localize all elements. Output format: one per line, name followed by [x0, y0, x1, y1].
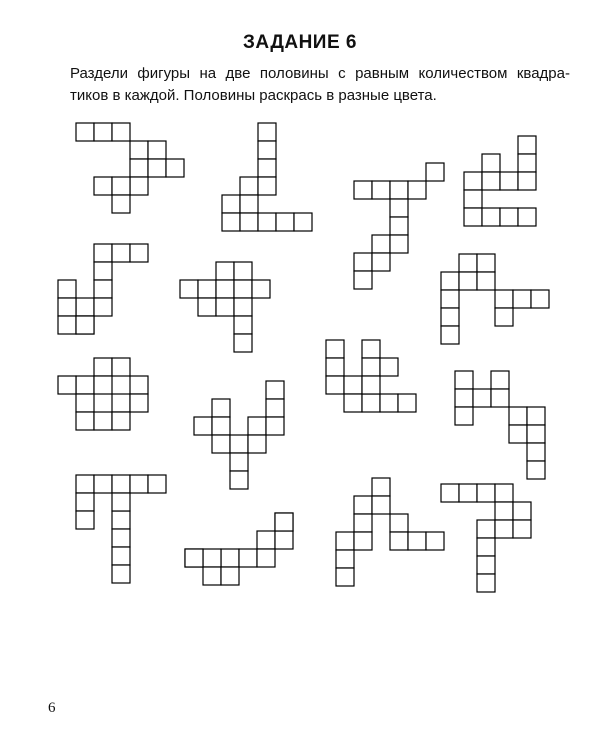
task-title: ЗАДАНИЕ 6	[243, 32, 357, 53]
figure-cell	[527, 407, 545, 425]
figure-cell	[495, 290, 513, 308]
instruction-line-1: Раздели фигуры на две половины с равным количеством квадра-	[70, 65, 570, 82]
figure-cell	[252, 280, 270, 298]
puzzle-figure-10	[455, 371, 545, 479]
figure-cell	[518, 172, 536, 190]
figure-cell	[336, 532, 354, 550]
figure-cell	[112, 529, 130, 547]
figure-cell	[266, 399, 284, 417]
figure-cell	[112, 123, 130, 141]
figure-cell	[212, 417, 230, 435]
figure-cell	[248, 435, 266, 453]
figure-cell	[257, 531, 275, 549]
figure-cell	[518, 136, 536, 154]
figure-cell	[441, 272, 459, 290]
puzzle-figure-4	[464, 136, 536, 226]
puzzle-figure-7	[441, 254, 549, 344]
figure-cell	[216, 280, 234, 298]
figure-cell	[459, 484, 477, 502]
figure-cell	[362, 358, 380, 376]
figure-cell	[94, 475, 112, 493]
figure-cell	[527, 425, 545, 443]
figure-cell	[258, 177, 276, 195]
puzzle-figure-5	[58, 244, 148, 334]
figure-cell	[94, 177, 112, 195]
figure-cell	[518, 208, 536, 226]
figure-cell	[76, 123, 94, 141]
figure-cell	[198, 298, 216, 316]
figure-cell	[94, 412, 112, 430]
figure-cell	[354, 514, 372, 532]
figure-cell	[130, 177, 148, 195]
figure-cell	[372, 478, 390, 496]
figure-cell	[464, 172, 482, 190]
figure-cell	[112, 565, 130, 583]
puzzle-figure-8	[58, 358, 148, 430]
figure-cell	[240, 213, 258, 231]
figure-cell	[112, 394, 130, 412]
figure-cell	[275, 513, 293, 531]
figure-cell	[276, 213, 294, 231]
figure-cell	[509, 407, 527, 425]
figure-cell	[390, 235, 408, 253]
figure-cell	[495, 520, 513, 538]
figure-cell	[112, 358, 130, 376]
puzzle-figure-2	[222, 123, 312, 231]
figure-cell	[344, 376, 362, 394]
figure-cell	[362, 340, 380, 358]
figure-cell	[234, 334, 252, 352]
figure-cell	[354, 496, 372, 514]
figure-cell	[180, 280, 198, 298]
figure-cell	[94, 280, 112, 298]
figure-cell	[354, 532, 372, 550]
figure-cell	[398, 394, 416, 412]
figure-cell	[294, 213, 312, 231]
figure-cell	[76, 376, 94, 394]
figure-cell	[76, 394, 94, 412]
puzzle-figure-1	[76, 123, 184, 213]
figure-cell	[130, 159, 148, 177]
figure-cell	[230, 435, 248, 453]
figure-cell	[482, 208, 500, 226]
figure-cell	[258, 159, 276, 177]
figure-cell	[258, 123, 276, 141]
puzzle-figure-14	[336, 478, 444, 586]
figure-cell	[212, 399, 230, 417]
figure-cell	[240, 177, 258, 195]
puzzle-figure-11	[194, 381, 284, 489]
figure-cell	[477, 520, 495, 538]
figure-cell	[527, 443, 545, 461]
figure-cell	[234, 316, 252, 334]
figure-cell	[76, 298, 94, 316]
figure-cell	[477, 556, 495, 574]
figure-cell	[130, 244, 148, 262]
figure-cell	[148, 159, 166, 177]
figure-cell	[513, 290, 531, 308]
figure-cell	[112, 547, 130, 565]
figure-cell	[482, 154, 500, 172]
figure-cell	[455, 389, 473, 407]
figure-cell	[221, 549, 239, 567]
figure-cell	[390, 181, 408, 199]
figure-cell	[148, 141, 166, 159]
figure-cell	[477, 254, 495, 272]
figure-cell	[216, 262, 234, 280]
figure-cell	[500, 208, 518, 226]
figure-cell	[477, 484, 495, 502]
figure-cell	[326, 340, 344, 358]
figure-cell	[94, 298, 112, 316]
figure-cell	[380, 394, 398, 412]
figure-cell	[257, 549, 275, 567]
figure-cell	[426, 163, 444, 181]
figure-cell	[234, 280, 252, 298]
figure-cell	[76, 412, 94, 430]
figure-cell	[194, 417, 212, 435]
figure-cell	[130, 141, 148, 159]
figure-cell	[372, 181, 390, 199]
figure-cell	[390, 532, 408, 550]
figure-cell	[94, 262, 112, 280]
figure-cell	[372, 235, 390, 253]
figure-cell	[362, 376, 380, 394]
figure-cell	[362, 394, 380, 412]
figure-cell	[426, 532, 444, 550]
figure-cell	[408, 181, 426, 199]
figure-cell	[230, 471, 248, 489]
figure-cell	[76, 493, 94, 511]
figure-cell	[495, 308, 513, 326]
figure-cell	[76, 316, 94, 334]
figure-cell	[222, 195, 240, 213]
figure-cell	[203, 567, 221, 585]
figure-cell	[408, 532, 426, 550]
figure-cell	[234, 298, 252, 316]
figure-cell	[76, 475, 94, 493]
figure-cell	[148, 475, 166, 493]
figure-cell	[513, 520, 531, 538]
figure-cell	[495, 484, 513, 502]
figure-cell	[390, 514, 408, 532]
figure-cell	[390, 199, 408, 217]
figure-cell	[58, 298, 76, 316]
figure-cell	[166, 159, 184, 177]
figure-cell	[441, 308, 459, 326]
figure-cell	[130, 376, 148, 394]
figure-cell	[112, 195, 130, 213]
figure-cell	[464, 190, 482, 208]
figure-cell	[266, 381, 284, 399]
figure-cell	[513, 502, 531, 520]
puzzle-figure-15	[441, 484, 531, 592]
figure-cell	[455, 407, 473, 425]
puzzle-figure-3	[354, 163, 444, 289]
figure-cell	[326, 358, 344, 376]
figure-cell	[275, 531, 293, 549]
puzzle-figure-12	[76, 475, 166, 583]
figure-cell	[216, 298, 234, 316]
figure-cell	[248, 417, 266, 435]
figure-cell	[258, 141, 276, 159]
page-number: 6	[48, 700, 56, 716]
puzzle-figure-13	[185, 513, 293, 585]
figure-cell	[380, 358, 398, 376]
figure-cell	[372, 253, 390, 271]
figure-cell	[491, 389, 509, 407]
figure-cell	[495, 502, 513, 520]
figure-cell	[230, 453, 248, 471]
figure-cell	[185, 549, 203, 567]
figure-cell	[354, 253, 372, 271]
figure-cell	[112, 475, 130, 493]
figure-cell	[459, 272, 477, 290]
figure-cell	[203, 549, 221, 567]
figure-cell	[455, 371, 473, 389]
figure-cell	[477, 574, 495, 592]
figure-cell	[326, 376, 344, 394]
figure-cell	[130, 394, 148, 412]
figure-cell	[266, 417, 284, 435]
figure-cell	[390, 217, 408, 235]
figure-cell	[94, 244, 112, 262]
figure-cell	[94, 123, 112, 141]
figure-cell	[441, 290, 459, 308]
figure-cell	[76, 511, 94, 529]
figure-cell	[473, 389, 491, 407]
figure-cell	[344, 394, 362, 412]
figure-cell	[112, 244, 130, 262]
figure-cell	[482, 172, 500, 190]
figure-cell	[354, 271, 372, 289]
figure-cell	[112, 511, 130, 529]
figure-cell	[336, 550, 354, 568]
figure-cell	[336, 568, 354, 586]
figure-cell	[112, 493, 130, 511]
figure-cell	[94, 358, 112, 376]
figure-cell	[212, 435, 230, 453]
figure-cell	[258, 213, 276, 231]
figure-cell	[354, 181, 372, 199]
figure-cell	[58, 376, 76, 394]
instruction-line-2: тиков в каждой. Половины раскрась в разные цвета.	[70, 87, 437, 104]
figure-cell	[112, 177, 130, 195]
figure-cell	[477, 538, 495, 556]
figure-cell	[198, 280, 216, 298]
puzzle-figure-6	[180, 262, 270, 352]
figure-cell	[509, 425, 527, 443]
figure-cell	[94, 376, 112, 394]
figure-cell	[459, 254, 477, 272]
figure-cell	[130, 475, 148, 493]
figure-cell	[527, 461, 545, 479]
figure-cell	[441, 484, 459, 502]
figure-cell	[441, 326, 459, 344]
figure-cell	[222, 213, 240, 231]
figure-cell	[58, 316, 76, 334]
figure-cell	[372, 496, 390, 514]
figure-cell	[58, 280, 76, 298]
figure-cell	[477, 272, 495, 290]
figure-cell	[464, 208, 482, 226]
figure-cell	[112, 412, 130, 430]
figure-cell	[518, 154, 536, 172]
figure-cell	[500, 172, 518, 190]
figure-cell	[240, 195, 258, 213]
figure-cell	[491, 371, 509, 389]
figure-cell	[239, 549, 257, 567]
figure-cell	[221, 567, 239, 585]
puzzle-figure-9	[326, 340, 416, 412]
figure-cell	[531, 290, 549, 308]
figure-cell	[234, 262, 252, 280]
